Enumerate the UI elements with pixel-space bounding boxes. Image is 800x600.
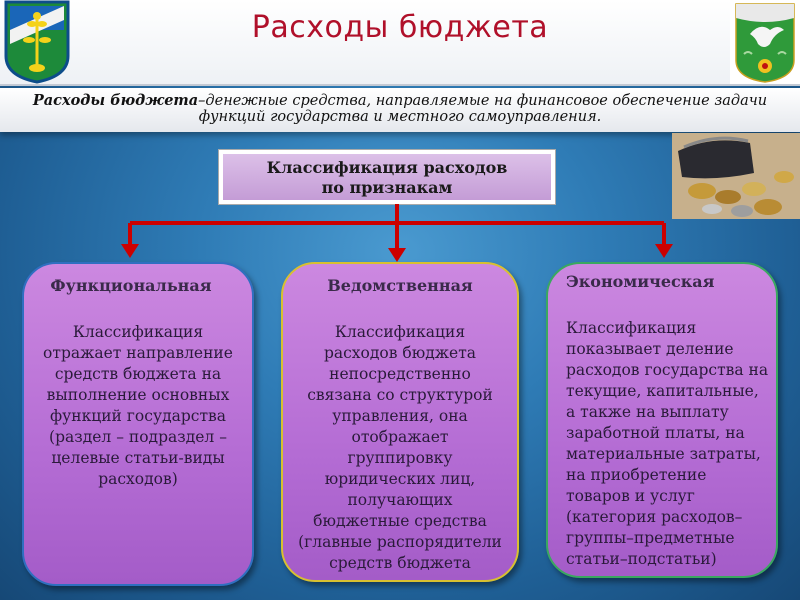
card-line: Классификация	[334, 323, 466, 341]
card-line: заработной платы, на	[566, 424, 745, 442]
card-line: товаров и услуг	[566, 487, 695, 505]
classification-line2: по признакам	[321, 178, 453, 197]
arrowhead-right	[655, 244, 673, 258]
card-line: расходов)	[98, 470, 178, 488]
card-functional-title: Функциональная	[50, 276, 212, 295]
card-line: отображает	[351, 428, 449, 446]
page-title: Расходы бюджета	[251, 10, 549, 45]
card-line: целевые статьи-виды	[51, 449, 225, 467]
card-line: бюджетные средства	[313, 512, 487, 530]
card-line: группы–предметные	[566, 529, 735, 547]
card-line: показывает деление	[566, 340, 734, 358]
card-economic-title: Экономическая	[566, 272, 715, 291]
card-functional	[22, 262, 254, 586]
definition-body: –денежные средства, направляемые на финансовое обеспечение задачи функций государства и местного самоуправления.	[198, 93, 768, 125]
card-line: Классификация	[566, 319, 697, 337]
card-line: расходов государства на	[566, 361, 769, 379]
card-line: (раздел – подраздел –	[49, 428, 227, 446]
card-line: текущие, капитальные,	[566, 382, 759, 400]
arrowhead-left	[121, 244, 139, 258]
card-line: управления, она	[332, 407, 468, 425]
card-line: Классификация	[72, 323, 204, 341]
card-line: функций государства	[49, 407, 226, 425]
card-line: юридических лиц,	[324, 470, 476, 488]
card-line: расходов бюджета	[323, 344, 477, 362]
card-line: выполнение основных	[46, 386, 230, 404]
card-line: на приобретение	[566, 466, 707, 484]
card-departmental-title: Ведомственная	[327, 276, 473, 295]
card-economic-body	[566, 318, 772, 570]
card-line: статьи–подстатьи)	[566, 550, 717, 568]
card-line: получающих	[347, 491, 453, 509]
arrowhead-center	[388, 248, 406, 262]
card-line: отражает направление	[43, 344, 233, 362]
card-line: средств бюджета на	[54, 365, 222, 383]
card-line: а также на выплату	[566, 403, 729, 421]
card-economic	[546, 262, 778, 578]
definition-term: Расходы бюджета	[32, 92, 199, 109]
card-line: материальные затраты,	[566, 445, 761, 463]
card-departmental-body	[289, 322, 511, 574]
classification-line1: Классификация расходов	[266, 158, 508, 177]
card-line: группировку	[347, 449, 453, 467]
card-line: непосредственно	[329, 365, 471, 383]
card-line: средств бюджета	[329, 554, 471, 572]
card-line: связана со структурой	[307, 386, 493, 404]
card-line: (категория расходов–	[566, 508, 743, 526]
card-functional-body	[32, 322, 244, 490]
card-departmental	[281, 262, 519, 582]
card-line: (главные распорядители	[298, 533, 502, 551]
